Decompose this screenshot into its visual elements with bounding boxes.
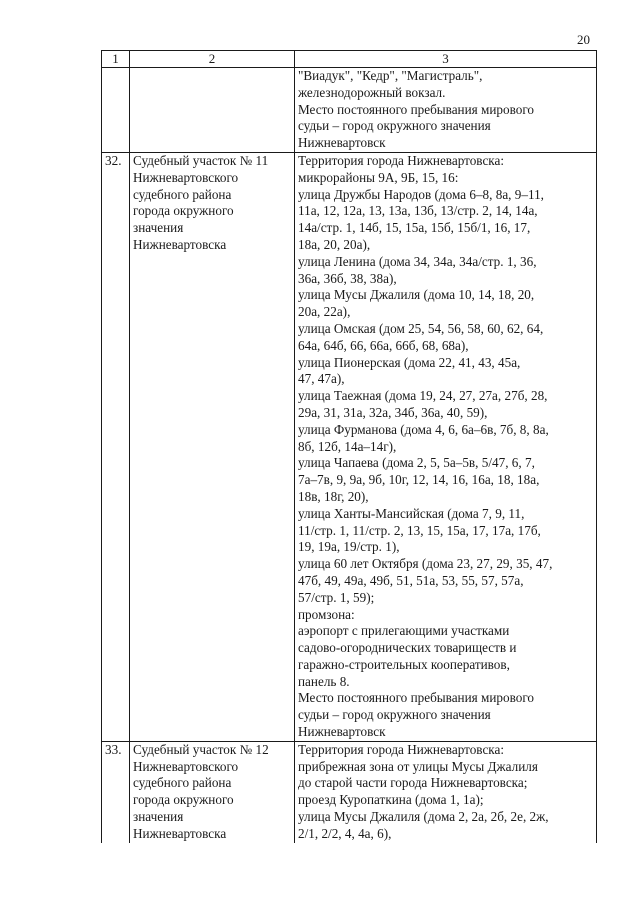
- text-line: 36а, 36б, 38, 38а),: [298, 270, 397, 286]
- territory-description: [295, 152, 597, 741]
- text-line: Территория города Нижневартовска:: [298, 152, 505, 168]
- text-line: Нижневартовского: [133, 169, 239, 185]
- text-line: Место постоянного пребывания мирового: [298, 690, 535, 706]
- text-line: Судебный участок № 12: [133, 741, 269, 757]
- text-line: садово-огороднических товариществ и: [298, 640, 517, 656]
- text-line: прибрежная зона от улицы Мусы Джалиля: [298, 758, 538, 774]
- text-line: значения: [133, 220, 184, 236]
- text-line: улица Ленина (дома 34, 34а, 34а/стр. 1, 36,: [298, 253, 537, 269]
- table-row-continuation: [102, 68, 597, 153]
- text-line: улица Мусы Джалиля (дома 10, 14, 18, 20,: [298, 287, 535, 303]
- text-line: проезд Куропаткина (дома 1, 1а);: [298, 792, 484, 808]
- row-number: 33.: [102, 741, 130, 842]
- text-line: улица Пионерская (дома 22, 41, 43, 45а,: [298, 354, 521, 370]
- text-line: Нижневартовск: [298, 135, 386, 151]
- text-line: 8б, 12б, 14а–14г),: [298, 438, 397, 454]
- text-line: 7а–7в, 9, 9а, 9б, 10г, 12, 14, 16, 16а, 18, 18а,: [298, 472, 540, 488]
- text-line: 20а, 22а),: [298, 304, 351, 320]
- row-number: [102, 68, 130, 153]
- text-line: улица Чапаева (дома 2, 5, 5а–5в, 5/47, 6, 7,: [298, 455, 535, 471]
- text-line: гаражно-строительных кооперативов,: [298, 656, 510, 672]
- text-line: значения: [133, 809, 184, 825]
- court-districts-table: [101, 50, 597, 843]
- text-line: улица Омская (дом 25, 54, 56, 58, 60, 62, 64,: [298, 320, 544, 336]
- text-line: судьи – город окружного значения: [298, 118, 491, 134]
- text-line: до старой части города Нижневартовска;: [298, 775, 528, 791]
- text-line: панель 8.: [298, 673, 350, 689]
- header-col-3: 3: [295, 51, 597, 68]
- text-line: 29а, 31, 31а, 32а, 34б, 36а, 40, 59),: [298, 404, 488, 420]
- district-name: [130, 741, 295, 842]
- text-line: 11а, 12, 12а, 13, 13а, 13б, 13/стр. 2, 14, 14а,: [298, 203, 538, 219]
- text-line: Нижневартовска: [133, 236, 227, 252]
- text-line: Судебный участок № 11: [133, 152, 269, 168]
- text-line: города окружного: [133, 203, 234, 219]
- text-line: промзона:: [298, 606, 355, 622]
- page-number: 20: [577, 32, 590, 47]
- row-number: 32.: [102, 152, 130, 741]
- text-line: Нижневартовск: [298, 724, 386, 740]
- text-line: 11/стр. 1, 11/стр. 2, 13, 15, 15а, 17, 17а, 17б,: [298, 522, 541, 538]
- table-body: [102, 68, 597, 843]
- text-line: улица Таежная (дома 19, 24, 27, 27а, 27б, 28,: [298, 388, 548, 404]
- text-line: 18в, 18г, 20),: [298, 488, 369, 504]
- text-line: улица Дружбы Народов (дома 6–8, 8а, 9–11,: [298, 186, 544, 202]
- district-name: [130, 68, 295, 153]
- text-line: улица Фурманова (дома 4, 6, 6а–6в, 7б, 8, 8а,: [298, 421, 549, 437]
- text-line: улица 60 лет Октября (дома 23, 27, 29, 35, 47,: [298, 556, 553, 572]
- table-row: [102, 741, 597, 842]
- text-line: судебного района: [133, 775, 232, 791]
- text-line: аэропорт с прилегающими участками: [298, 623, 510, 639]
- text-line: 64а, 64б, 66, 66а, 66б, 68, 68а),: [298, 337, 469, 353]
- text-line: 47б, 49, 49а, 49б, 51, 51а, 53, 55, 57, 57а,: [298, 572, 524, 588]
- text-line: 14а/стр. 1, 14б, 15, 15а, 15б, 15б/1, 16, 17,: [298, 220, 531, 236]
- text-line: Территория города Нижневартовска:: [298, 741, 505, 757]
- text-line: 18а, 20, 20а),: [298, 236, 371, 252]
- text-line: улица Мусы Джалиля (дома 2, 2а, 2б, 2е, 2ж,: [298, 809, 549, 825]
- text-line: 19, 19а, 19/стр. 1),: [298, 539, 400, 555]
- text-line: 2/1, 2/2, 4, 4а, 6),: [298, 825, 392, 841]
- text-line: микрорайоны 9А, 9Б, 15, 16:: [298, 169, 459, 185]
- district-name: [130, 152, 295, 741]
- text-line: судьи – город окружного значения: [298, 707, 491, 723]
- text-line: Нижневартовска: [133, 825, 227, 841]
- text-line: города окружного: [133, 792, 234, 808]
- text-line: судебного района: [133, 186, 232, 202]
- territory-description: [295, 68, 597, 153]
- text-line: "Виадук", "Кедр", "Магистраль",: [298, 68, 483, 83]
- header-col-2: 2: [130, 51, 295, 68]
- table-row: [102, 152, 597, 741]
- table-header-row: [102, 51, 597, 68]
- text-line: Нижневартовского: [133, 758, 239, 774]
- text-line: железнодорожный вокзал.: [298, 84, 446, 100]
- text-line: 57/стр. 1, 59);: [298, 589, 375, 605]
- header-col-1: 1: [102, 51, 130, 68]
- territory-description: [295, 741, 597, 842]
- text-line: Место постоянного пребывания мирового: [298, 101, 535, 117]
- text-line: улица Ханты-Мансийская (дома 7, 9, 11,: [298, 505, 525, 521]
- text-line: 47, 47а),: [298, 371, 345, 387]
